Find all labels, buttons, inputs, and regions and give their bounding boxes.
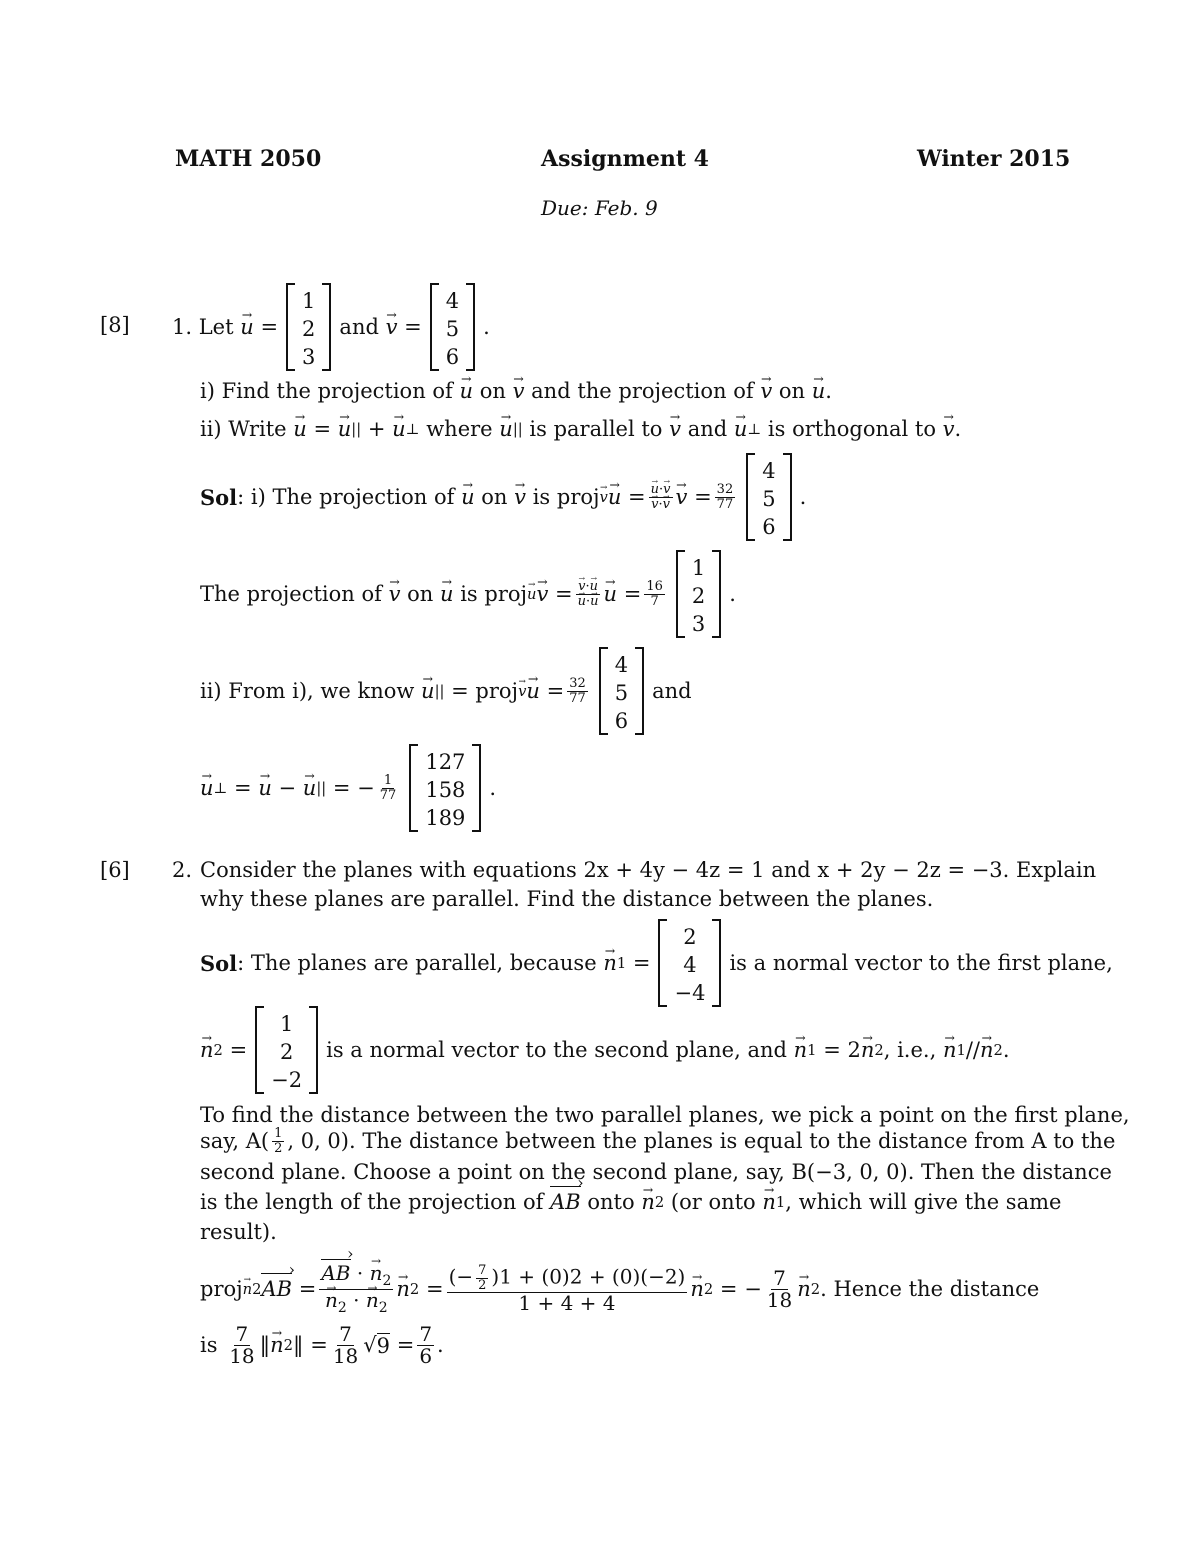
sol-label: Sol [200,484,238,510]
matrix-u: 1 2 3 [286,283,331,371]
q1-let: Let [198,315,234,339]
q1-number: 1. [172,315,193,339]
q2-statement-line1: Consider the planes with equations 2x + 4y − 4z = 1 and x + 2y − 2z = −3. Explain [200,858,1097,882]
q1-points: [8] [100,313,130,337]
term: Winter 2015 [917,146,1071,172]
q1-sol-ii: ii) From i), we know → u || = proj → v → u = $\frac{32}{77}$ 4 5 6 and [200,646,692,736]
q2-para-line3: second plane. Choose a point on the second plane, say, B(−3, 0, 0). Then the distance [200,1160,1112,1184]
n1-matrix: 2 4 −4 [658,919,721,1007]
q2-sol-normal-2: → n 2 = 1 2 −2 is a normal vector to the second plane, and → n 1 = 2 → n 2 , i.e., → n 1 // → n 2 . [200,1006,1010,1094]
q1-sol-i: Sol : i) The projection of → u on → v is proj → v → u = → u·→ v → v·→ v → v = $\frac{32}{77}$ 4 5 6 . [200,452,806,542]
q1-part-ii: ii) Write → u = → u || + → u ⊥ where → u || is parallel to → v and → u ⊥ is orthogonal to → v . [200,417,961,441]
q2-statement-line2: why these planes are parallel. Find the distance between the planes. [200,887,934,911]
q1-sol-proj-v-on-u: The projection of → v on → u is proj → u → v = → v·→ u → u·→ u → u = $\frac{16}{7}$ 1 2 3 . [200,549,736,639]
matrix-v: 4 5 6 [430,283,475,371]
assignment-title: Assignment 4 [541,146,709,172]
q2-para-line1: To find the distance between the two parallel planes, we pick a point on the first plane, [200,1103,1130,1127]
q1-statement: 1. Let → u = 1 2 3 and → v = 4 5 6 . [172,282,490,372]
course-code: MATH 2050 [175,146,322,172]
q2-para-line2: say, A( $\frac{1}{2}$ , 0, 0). The distance between the planes is equal to the distance from A to the [200,1126,1116,1156]
q2-distance-result: is $\frac{7}{18}$ ‖ → n 2 ‖ = $\frac{7}{18}$ √ 9 = $\frac{7}{6}$ . [200,1314,444,1376]
q2-para-line5: result). [200,1220,277,1244]
q1-part-i: i) Find the projection of → u on → v and the projection of → v on → u . [200,379,832,403]
q2-sol-normal-1: Sol : The planes are parallel, because → n 1 = 2 4 −4 is a normal vector to the first plane, [200,918,1113,1008]
q1-sol-perp: → u ⊥ = → u − → u || = − $\frac{1}{77}$ 127 158 189 . [200,744,496,832]
proj-v-on-u-matrix: 1 2 3 [676,550,721,638]
q2-points: [6] [100,858,130,882]
n2-matrix: 1 2 −2 [255,1006,318,1094]
q2-number: 2. [172,858,193,882]
q2-projection-formula: proj → n2 AB › = AB › · → $n_2$ → $n_2$ · → $n_2$ → n 2 = (− $\frac{7}{2}$ )1 + (0)2 + (0)(−2) 1 + 4 + 4 → n 2 = − $\frac{7}{18}$ → n 2 . Hence the distance [200,1258,1039,1320]
proj-u-on-v-matrix: 4 5 6 [746,453,791,541]
q2-para-line4: is the length of the projection of AB › onto → n 2 (or onto → n 1 , which will give the same [200,1190,1061,1214]
u-parallel-matrix: 4 5 6 [599,647,644,735]
vector-v: → v [386,315,398,339]
u-perp-matrix: 127 158 189 [409,744,481,832]
vector-u: → u [240,315,254,339]
due-date: Due: Feb. 9 [541,196,658,220]
